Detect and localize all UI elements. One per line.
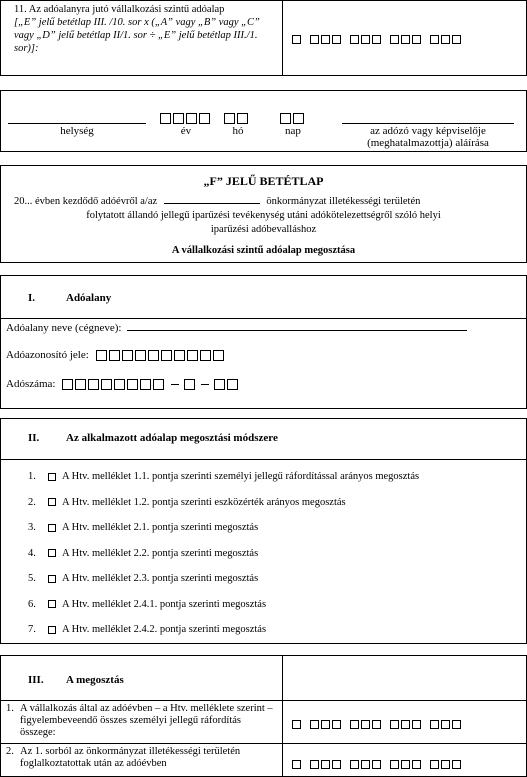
section1-title: Adóalany <box>66 292 112 304</box>
place-line[interactable] <box>8 123 146 124</box>
year-label: év <box>180 125 192 137</box>
header-f-title: „F” JELŰ BETÉTLAP <box>203 174 324 188</box>
municipality-field[interactable] <box>164 203 260 204</box>
method-number: 7. <box>28 624 36 635</box>
signer-label: az adózó vagy képviselője (meghatalmazottja) aláírása <box>367 125 489 149</box>
tax-row <box>6 378 240 390</box>
method-item[interactable] <box>28 599 266 610</box>
tax-label: Adószáma: <box>6 378 56 390</box>
name-label: Adóalany neve (cégneve): <box>6 322 122 334</box>
name-row <box>6 322 467 334</box>
method-item[interactable] <box>28 573 258 584</box>
method-number: 5. <box>28 573 36 584</box>
section2-header-divider <box>0 459 527 460</box>
method-number: 2. <box>28 496 36 508</box>
item11-subtext: [„E” jelű betétlap III. /10. sor x („A” vagy „B” vagy „C” vagy „D” jelű betétlap II/1. sor ÷ „E” jelű betétlap III./1. sor)]: <box>14 17 260 54</box>
header-f-line1-suffix: önkormányzat illetékességi területén <box>266 196 421 207</box>
id-row <box>6 349 226 361</box>
row2-text: Az 1. sorból az önkormányzat illetékességi területén foglalkoztatottak után az adóévben <box>20 746 241 769</box>
section2-number: II. <box>28 432 40 444</box>
header-f-line1-prefix: 20... évben kezdődő adóévről a/az <box>14 196 158 207</box>
section3-row-divider <box>0 743 527 744</box>
year-boxes[interactable] <box>160 112 212 124</box>
tax-dash-1 <box>171 384 179 385</box>
method-number: 4. <box>28 547 36 559</box>
id-label: Adóazonosító jele: <box>6 349 89 361</box>
section3-row2 <box>6 746 278 770</box>
section1-number: I. <box>28 292 36 304</box>
header-f-subtitle: A vállalkozási szintű adóalap megosztása <box>171 245 356 256</box>
method-item[interactable] <box>28 522 258 533</box>
method-label: A Htv. melléklet 2.4.1. pontja szerinti megosztás <box>62 598 267 610</box>
section3-divider <box>282 655 283 777</box>
method-checkbox[interactable] <box>48 626 56 634</box>
section2-title: Az alkalmazott adóalap megosztási módszere <box>66 432 278 444</box>
method-label: A Htv. melléklet 2.1. pontja szerinti megosztás <box>62 522 259 533</box>
month-boxes[interactable] <box>224 112 250 124</box>
method-label: A Htv. melléklet 2.3. pontja szerinti megosztás <box>62 573 259 584</box>
row1-text: A vállalkozás által az adóévben – a Htv. melléklete szerint – figyelembeveendő összes személyi jellegű ráfordítás összege: <box>20 703 273 738</box>
header-f-line2: folytatott állandó jellegű iparűzési tevékenység utáni adókötelezettségről szóló helyi <box>86 210 441 221</box>
method-checkbox[interactable] <box>48 498 56 506</box>
id-boxes[interactable] <box>96 349 226 361</box>
month-label: hó <box>232 125 244 137</box>
item11-divider <box>282 0 283 76</box>
section1-header-divider <box>0 318 527 319</box>
row2-number: 2. <box>6 746 14 757</box>
method-label: A Htv. melléklet 2.4.2. pontja szerinti megosztás <box>62 624 267 635</box>
section3-header-divider <box>0 700 527 701</box>
method-checkbox[interactable] <box>48 473 56 481</box>
item11-amount-boxes[interactable] <box>292 33 463 45</box>
method-label: A Htv. melléklet 1.2. pontja szerinti eszközérték arányos megosztás <box>62 496 346 508</box>
row2-amount-boxes[interactable] <box>292 758 463 770</box>
section3-title: A megosztás <box>66 674 124 686</box>
method-number: 3. <box>28 522 36 533</box>
row1-amount-boxes[interactable] <box>292 718 463 730</box>
method-item[interactable] <box>28 624 266 635</box>
method-label: A Htv. melléklet 2.2. pontja szerinti megosztás <box>62 547 259 559</box>
section3-number: III. <box>28 674 44 686</box>
header-f-line3: iparűzési adóbevalláshoz <box>210 224 317 235</box>
method-number: 1. <box>28 471 36 482</box>
method-item[interactable] <box>28 471 419 482</box>
method-item[interactable] <box>28 548 258 559</box>
item11-label <box>6 3 276 55</box>
method-checkbox[interactable] <box>48 575 56 583</box>
place-label: helység <box>60 125 94 137</box>
day-label: nap <box>285 125 301 137</box>
method-number: 6. <box>28 598 36 610</box>
method-checkbox[interactable] <box>48 600 56 608</box>
row1-number: 1. <box>6 703 14 714</box>
method-checkbox[interactable] <box>48 549 56 557</box>
header-f-line1 <box>14 196 519 207</box>
signer-line[interactable] <box>342 123 514 124</box>
name-field[interactable] <box>127 330 467 331</box>
method-item[interactable] <box>28 497 346 508</box>
method-label: A Htv. melléklet 1.1. pontja szerinti személyi jellegű ráfordítással arányos megosztás <box>62 471 420 482</box>
tax-boxes[interactable] <box>62 378 240 390</box>
item11-title: 11. Az adóalanyra jutó vállalkozási szintű adóalap <box>14 4 225 15</box>
method-checkbox[interactable] <box>48 524 56 532</box>
tax-dash-2 <box>201 384 209 385</box>
section3-row1 <box>6 703 278 739</box>
day-boxes[interactable] <box>280 112 306 124</box>
